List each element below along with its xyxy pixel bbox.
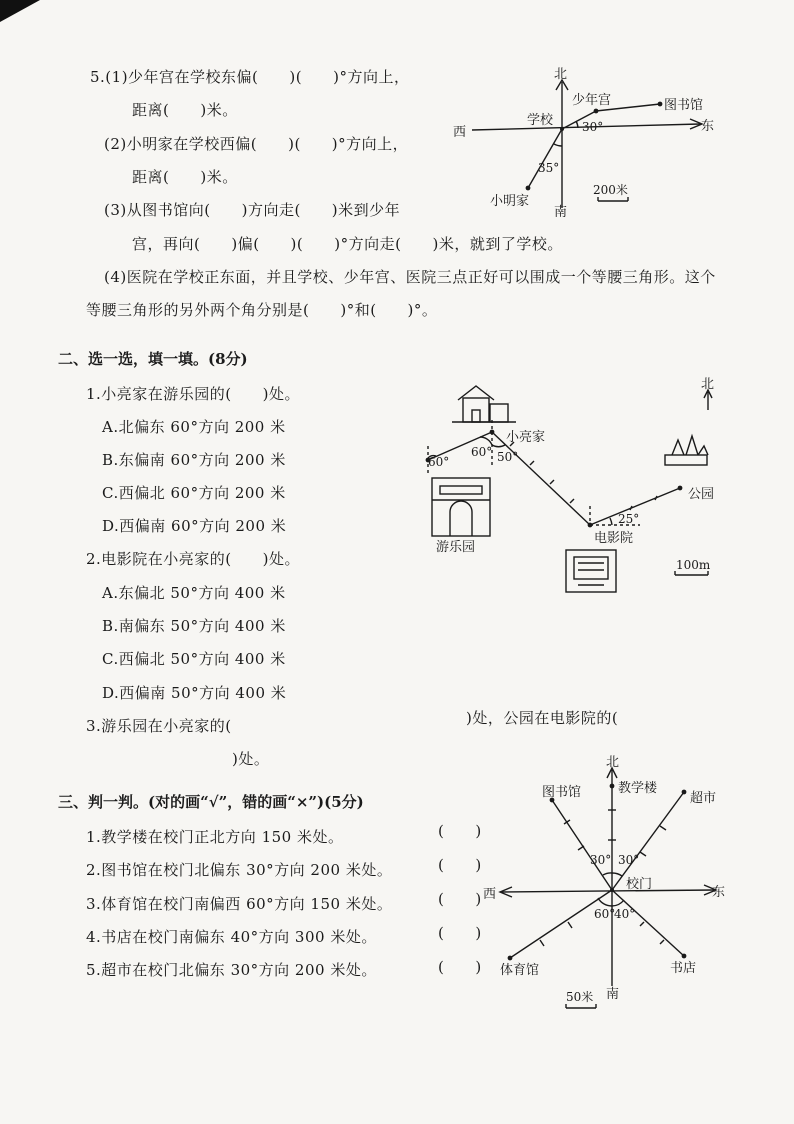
s3-item-3: 3.体育馆在校门南偏西 60°方向 150 米处。 [86,895,393,913]
s3-item-1: 1.教学楼在校门正北方向 150 米处。 [86,828,344,846]
s3-item-5: 5.超市在校门北偏东 30°方向 200 米处。 [86,961,377,979]
map1-scale-label: 200米 [593,183,628,197]
map1-east-label: 东 [701,119,715,134]
section-2-heading: 二、选一选，填一填。(8分) [58,350,248,368]
map3-angle-30-left: 30° [590,853,612,867]
map1-school-label: 学校 [527,113,554,128]
q5-line-7: (4)医院在学校正东面，并且学校、少年宫、医院三点正好可以围成一个等腰三角形。这个 [104,268,716,286]
s2-q1-option-b: B.东偏南 60°方向 200 米 [102,451,286,469]
map3-north-label: 北 [606,755,620,770]
map2-angle-60-mid: 60° [471,445,493,459]
s2-q3-part-b: )处，公园在电影院的( [466,709,619,727]
map3-angle-60: 60° [594,907,616,921]
map3-gym-label: 体育馆 [500,963,540,978]
map3-library-label: 图书馆 [542,785,582,800]
map1-angle-35: 35° [538,161,560,175]
q5-line-1: 5.(1)少年宫在学校东偏( )( )°方向上， [90,68,410,86]
map2-xiaoliang-home-label: 小亮家 [506,430,546,445]
s3-answer-box-1[interactable]: ( ) [438,822,482,840]
s3-item-2: 2.图书馆在校门北偏东 30°方向 200 米处。 [86,861,393,879]
s2-q2-option-b: B.南偏东 50°方向 400 米 [102,617,286,635]
map3-scale-label: 50米 [566,990,594,1004]
map1-west-label: 西 [453,125,467,140]
map1-north-label: 北 [554,67,568,82]
s2-q2-option-d: D.西偏南 50°方向 400 米 [102,684,287,702]
map3-angle-40: 40° [614,907,636,921]
s3-item-4: 4.书店在校门南偏东 40°方向 300 米处。 [86,928,377,946]
s2-q2-option-c: C.西偏北 50°方向 400 米 [102,650,286,668]
map1-south-label: 南 [554,205,568,220]
s2-q1-option-a: A.北偏东 60°方向 200 米 [102,418,286,436]
q5-line-3: (2)小明家在学校西偏( )( )°方向上， [104,135,409,153]
map3-teaching-building-label: 教学楼 [618,781,658,796]
section-3-heading: 三、判一判。(对的画“√”，错的画“×”)(5分) [58,793,364,811]
s3-answer-box-3[interactable]: ( ) [438,890,482,908]
map3-south-label: 南 [606,987,620,1002]
map3-gate-label: 校门 [626,877,653,892]
q5-line-5: (3)从图书馆向( )方向走( )米到少年 [104,201,401,219]
s2-q1-option-c: C.西偏北 60°方向 200 米 [102,484,286,502]
map1-angle-30: 30° [582,120,604,134]
map2-scale-label: 100m [676,558,711,572]
s2-q2-option-a: A.东偏北 50°方向 400 米 [102,584,286,602]
map2-north-label: 北 [701,377,715,392]
map1-library-label: 图书馆 [664,98,704,113]
map2-amusement-park-label: 游乐园 [436,540,476,555]
s3-answer-box-5[interactable]: ( ) [438,958,482,976]
s2-q1: 1.小亮家在游乐园的( )处。 [86,385,301,403]
map3-supermarket-label: 超市 [690,791,717,806]
s3-answer-box-2[interactable]: ( ) [438,856,482,874]
map3-angle-30-right: 30° [618,853,640,867]
map1-youth-palace-label: 少年宫 [572,93,612,108]
q5-line-8: 等腰三角形的另外两个角分别是( )°和( )°。 [86,301,438,319]
s2-q3-part-a: 3.游乐园在小亮家的( [86,717,232,735]
s2-q3-part-c: )处。 [232,750,270,768]
map1-xiaoming-home-label: 小明家 [490,194,530,209]
map3-east-label: 东 [712,885,726,900]
s2-q1-option-d: D.西偏南 60°方向 200 米 [102,517,287,535]
map3-bookstore-label: 书店 [670,961,697,976]
map2-park-label: 公园 [688,487,715,502]
map2-angle-50: 50° [497,450,519,464]
map3-west-label: 西 [483,887,497,902]
map2-angle-60-left: 60° [428,455,450,469]
map2-angle-25: 25° [618,512,640,526]
s2-q2: 2.电影院在小亮家的( )处。 [86,550,301,568]
map2-cinema-label: 电影院 [594,531,634,546]
q5-line-4: 距离( )米。 [132,168,238,186]
q5-line-6: 宫，再向( )偏( )( )°方向走( )米，就到了学校。 [132,235,563,253]
q5-line-2: 距离( )米。 [132,101,238,119]
s3-answer-box-4[interactable]: ( ) [438,924,482,942]
